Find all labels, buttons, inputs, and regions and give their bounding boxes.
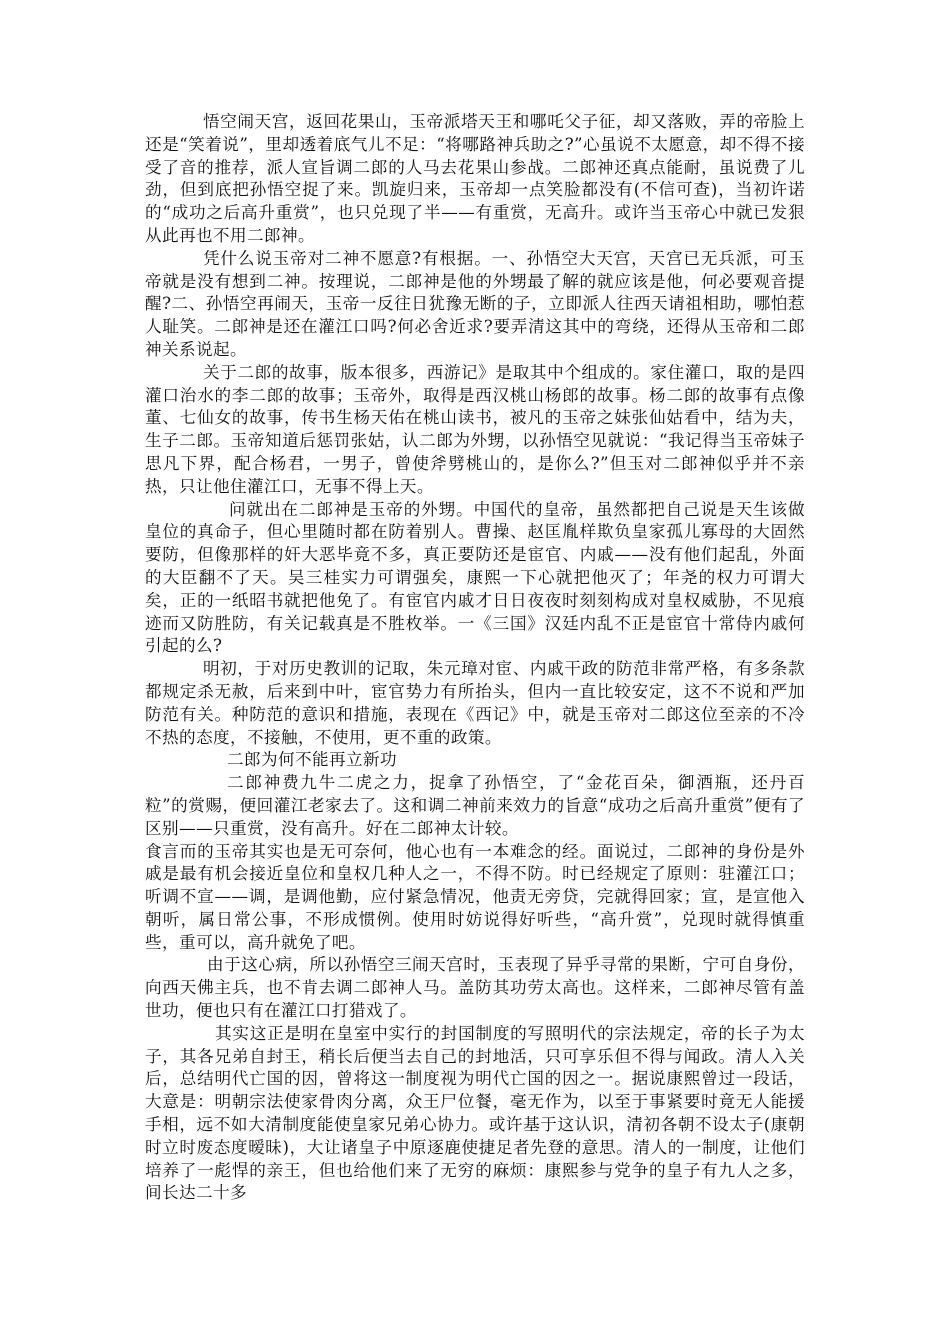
section-heading: 二郎为何不能再立新功 xyxy=(227,750,397,770)
paragraph-8: 由于这心病，所以孙悟空三闹天宫时，玉表现了异乎寻常的果断，宁可自身份，向西天佛主兵，也不肯去调二郎神人马。盖防其功劳太高也。这样来，二郎神尽管有盖世功，便也只有在灌江口打猎戏了。 xyxy=(145,955,805,1021)
paragraph-9: 其实这正是明在皇室中实行的封国制度的写照明代的宗法规定，帝的长子为太子，其各兄弟自封王，稍长后便当去自己的封地活，只可享乐但不得与闻政。清人入关后，总结明代亡国的因，曾将这一制度视为明代亡国的因之一。据说康熙曾过一段话，大意是：明朝宗法使家骨肉分离，众王尸位餐，毫无作为，以至于事紧要时竟无人能援手相，远不如大清制度能使皇家兄弟心协力。或许基于这认识，清初各朝不设太子(康朝时立时废态度暧昧)，大让诸皇子中原逐鹿使捷足者先登的意思。清人的一制度，让他们培养了一彪悍的亲王，但也给他们来了无穷的麻烦：康熙参与党争的皇子有九人之多，间长达二十多 xyxy=(145,1023,805,1203)
document-body xyxy=(145,111,805,1205)
paragraph-4: 问就出在二郎神是玉帝的外甥。中国代的皇帝，虽然都把自己说是天生该做皇位的真命子，但心里随时都在防着别人。曹操、赵匡胤样欺负皇家孤儿寡母的大固然要防，但像那样的奸大恶毕竟不多，真正要防还是宦官、内戚——没有他们起乱，外面的大臣翻不了天。吴三桂实力可谓强矣，康熙一下心就把他灭了；年尧的权力可谓大矣，正的一纸昭书就把他免了。有宦官内戚才日日夜夜时刻刻构成对皇权威胁，不见痕迹而又防胜防，有关记载真是不胜枚举。一《三国》汉廷内乱不正是宦官十常侍内戚何引起的么? xyxy=(145,499,805,656)
paragraph-5: 明初，于对历史教训的记取，朱元璋对宦、内戚干政的防范非常严格，有多条款都规定杀无赦，后来到中叶，宦官势力有所抬头，但内一直比较安定，这不不说和严加防范有关。种防范的意识和措施，表现在《西记》中，就是玉帝对二郎这位至亲的不冷不热的态度，不接触，不使用，更不重的政策。 xyxy=(145,659,805,747)
paragraph-7: 食言而的玉帝其实也是无可奈何，他心也有一本难念的经。面说过，二郎神的身份是外戚是最有机会接近皇位和皇权几种人之一，不得不防。时已经规定了原则：驻灌江口；听调不宣——调，是调他勤，应付紧急情况，他责无旁贷，完就得回家；宣，是宣他入朝听，属日常公事，不形成惯例。使用时妨说得好听些，“高升赏”，兑现时就得慎重些，重可以，高升就免了吧。 xyxy=(145,841,805,952)
paragraph-3: 关于二郎的故事，版本很多，西游记》是取其中个组成的。家住灌口，取的是四灌口治水的李二郎的故事；玉帝外，取得是西汉桃山杨郎的故事。杨二郎的故事有点像董、七仙女的故事，传书生杨天佑在桃山读书，被凡的玉帝之妹张仙姑看中，结为夫，生子二郎。玉帝知道后惩罚张姑，认二郎为外甥，以孙悟空见就说：“我记得当玉帝妹子思凡下界，配合杨君，一男子，曾使斧劈桃山的，是你么?”但玉对二郎神似乎并不亲热，只让他住灌江口，无事不得上天。 xyxy=(145,362,805,496)
paragraph-2: 凭什么说玉帝对二神不愿意?有根据。一、孙悟空大天宫，天宫已无兵派，可玉帝就是没有想到二神。按理说，二郎神是他的外甥最了解的就应该是他，何必要观音提醒?二、孙悟空再闹天，玉帝一反往日犹豫无断的子，立即派人往西天请祖相助，哪怕惹人耻笑。二郎神是还在灌江口吗?何必舍近求?要弄清这其中的弯绕，还得从玉帝和二郎神关系说起。 xyxy=(145,248,805,359)
paragraph-6: 二郎神费九牛二虎之力，捉拿了孙悟空，了“金花百朵，御酒瓶，还丹百粒”的赏赐，便回灌江老家去了。这和调二神前来效力的旨意“成功之后高升重赏”便有了区别——只重赏，没有高升。好在二郎神太计较。 xyxy=(145,773,805,838)
paragraph-1: 悟空闹天宫，返回花果山，玉帝派塔天王和哪吒父子征，却又落败，弄的帝脸上还是“笑着说”，里却透着底气儿不足：“将哪路神兵助之?”心虽说不太愿意，却不得不接受了音的推荐，派人宣旨调二郎的人马去花果山参战。二郎神还真点能耐，虽说费了儿劲，但到底把孙悟空捉了来。凯旋归来，玉帝却一点笑脸都没有(不信可查)，当初许诺的“成功之后高升重赏”，也只兑现了半——有重赏，无高升。或许当玉帝心中就已发狠从此再也不用二郎神。 xyxy=(145,112,805,245)
